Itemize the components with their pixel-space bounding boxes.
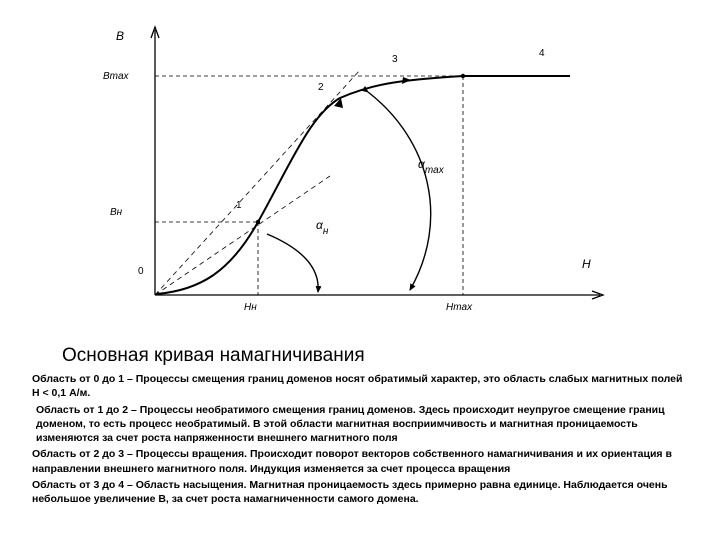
alpha-max-subscript: max	[424, 165, 444, 176]
point-3-label: 3	[392, 54, 398, 65]
point-1-label: 1	[236, 200, 242, 211]
hmax-label: Hmax	[446, 302, 473, 313]
curve-arrow-icon	[402, 77, 411, 84]
note-region-2-3: Область от 2 до 3 – Процессы вращения. Происходит поворот векторов собственного намагничивания и их ориентация в направлении внешнего магнитного поля. Индукция изменяется за счет процесса вращения	[32, 448, 672, 475]
point-hmax-marker	[461, 74, 465, 78]
x-axis-label: H	[582, 257, 591, 271]
note-region-1-2: Область от 1 до 2 – Процессы необратимого смещения границ доменов. Здесь происходит неупругое смещение границ доменом, то есть процесс необратимый. В этой области магнитная восприимчивость и магнитная проницаемость изменяются за счет роста напряженности внешнего магнитного поля	[36, 403, 665, 445]
hn-label: Hн	[244, 302, 257, 313]
bn-label: Bн	[110, 207, 123, 218]
alpha-n-symbol: α	[316, 218, 323, 232]
note-region-3-4: Область от 3 до 4 – Область насыщения. Магнитная проницаемость здесь примерно равна единице. Наблюдается очень небольшое увеличение B, за счет роста намагниченности самого домена.	[32, 479, 668, 506]
origin-label: 0	[138, 266, 144, 277]
alpha-max-arc	[368, 92, 431, 290]
tangent-max-line	[155, 70, 360, 295]
tangent-initial-line	[155, 176, 330, 295]
y-axis-label: B	[116, 29, 125, 43]
note-region-0-1: Область от 0 до 1 – Процессы смещения границ доменов носят обратимый характер, это область слабых магнитных полей H < 0,1 А/м.	[32, 373, 683, 400]
alpha-max-label	[418, 157, 445, 176]
alpha-n-subscript: н	[322, 226, 329, 237]
magnetization-curve	[157, 76, 570, 294]
notes-list	[32, 372, 692, 509]
bmax-label: Bmax	[103, 71, 129, 82]
alpha-max-symbol: α	[418, 157, 425, 171]
point-2-label: 2	[318, 82, 324, 93]
point-4-label: 4	[539, 48, 545, 59]
point-hn-marker	[256, 220, 260, 224]
diagram-heading: Основная кривая намагничивания	[62, 345, 365, 366]
alpha-n-arc	[267, 234, 318, 292]
alpha-n-label	[316, 218, 329, 237]
